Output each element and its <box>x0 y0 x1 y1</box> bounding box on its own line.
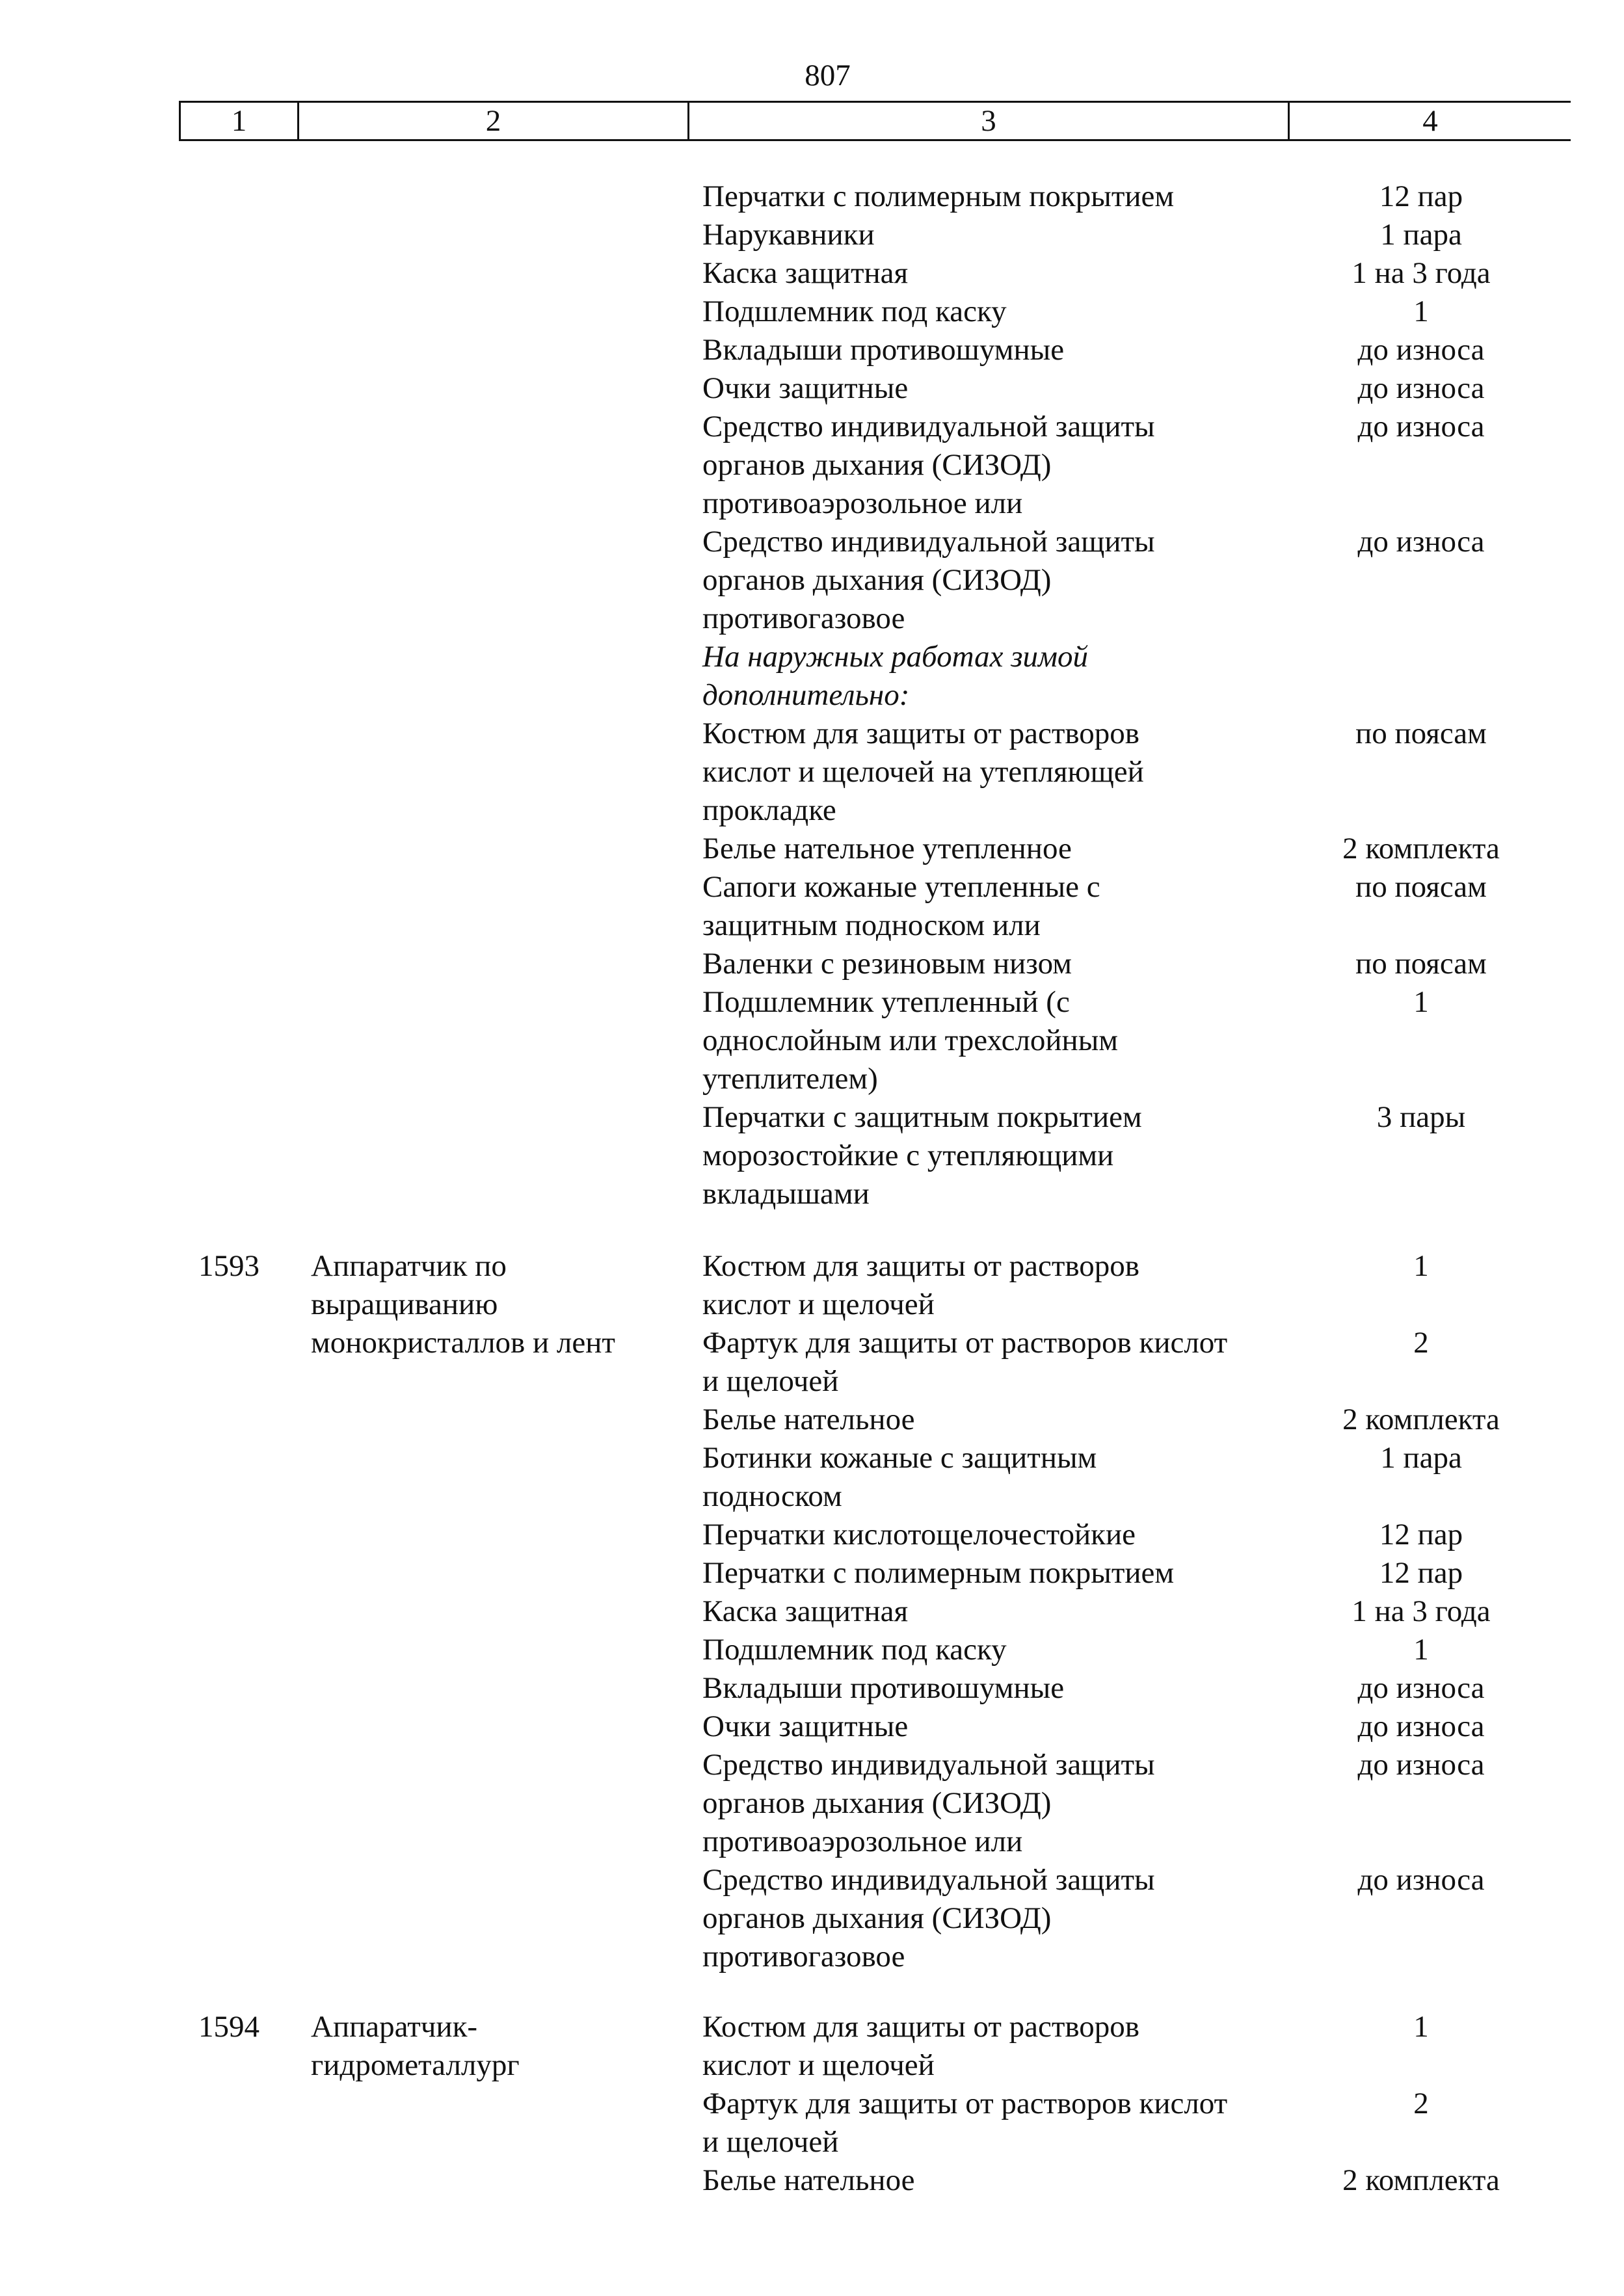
profession-line: монокристаллов и лент <box>311 1326 615 1360</box>
item-name-line: подноском <box>702 1479 842 1513</box>
list-item <box>702 2161 1567 2200</box>
item-name-line: кислот и щелочей <box>702 2048 935 2082</box>
profession-line: Аппаратчик по <box>311 1249 507 1283</box>
item-name-line: Белье нательное <box>702 2163 915 2197</box>
item-name-line: Подшлемник под каску <box>702 1633 1007 1667</box>
item-name-line: Средство индивидуальной защиты <box>702 1863 1155 1897</box>
item-name-line: Перчатки с полимерным покрытием <box>702 179 1175 213</box>
equipment-list <box>702 178 1567 1213</box>
item-quantity: 1 <box>1413 295 1429 328</box>
item-name-line: Перчатки с защитным покрытием <box>702 1100 1142 1134</box>
item-quantity: 1 пара <box>1380 1441 1462 1475</box>
item-name <box>702 1861 1288 1976</box>
list-item <box>702 715 1567 830</box>
item-name <box>702 1439 1288 1516</box>
item-quantity: до износа <box>1357 1863 1485 1897</box>
item-quantity: 12 пар <box>1379 1556 1463 1590</box>
item-name <box>702 331 1288 369</box>
item-name-line: и щелочей <box>702 1364 839 1398</box>
item-name-line: Перчатки с полимерным покрытием <box>702 1556 1175 1590</box>
item-name-line: органов дыхания (СИЗОД) <box>702 1901 1052 1935</box>
list-item <box>702 1439 1567 1516</box>
item-name-line: органов дыхания (СИЗОД) <box>702 563 1052 597</box>
item-quantity: 1 на 3 года <box>1351 256 1491 290</box>
item-name <box>702 1669 1288 1708</box>
item-quantity: до износа <box>1357 1709 1485 1743</box>
item-name-line: Белье нательное <box>702 1403 915 1436</box>
item-quantity: до износа <box>1357 333 1485 367</box>
item-name-line: Валенки с резиновым низом <box>702 947 1072 981</box>
item-name-line: Сапоги кожаные утепленные с <box>702 870 1100 904</box>
list-item <box>702 331 1567 369</box>
item-name-line: Подшлемник утепленный (с <box>702 985 1070 1019</box>
list-item <box>702 2085 1567 2161</box>
item-name-line: Подшлемник под каску <box>702 295 1007 328</box>
item-quantity: 2 комплекта <box>1342 2163 1500 2197</box>
item-name <box>702 1592 1288 1631</box>
list-item <box>702 1746 1567 1861</box>
item-name <box>702 1401 1288 1439</box>
list-item <box>702 868 1567 945</box>
header-col-1: 1 <box>179 103 299 139</box>
item-name <box>702 408 1288 523</box>
header-col-4: 4 <box>1422 104 1438 138</box>
item-name <box>702 2085 1288 2161</box>
item-name-line: Костюм для защиты от растворов <box>702 1249 1139 1283</box>
item-name <box>702 254 1288 293</box>
item-quantity: 12 пар <box>1379 1518 1463 1551</box>
list-item <box>702 254 1567 293</box>
item-name-line: однослойным или трехслойным <box>702 1023 1119 1057</box>
page-number: 807 <box>805 59 851 92</box>
item-name <box>702 1746 1288 1861</box>
item-quantity: до износа <box>1357 1748 1485 1782</box>
item-name <box>702 830 1288 868</box>
list-item <box>702 1554 1567 1592</box>
item-name-line: Средство индивидуальной защиты <box>702 525 1155 559</box>
list-item <box>702 1669 1567 1708</box>
list-item <box>702 1861 1567 1976</box>
list-item <box>702 1247 1567 1324</box>
item-name-line: прокладке <box>702 793 836 827</box>
item-name <box>702 945 1288 983</box>
row-number: 1593 <box>198 1249 260 1283</box>
item-name-line: дополнительно: <box>702 678 910 712</box>
list-item <box>702 1324 1567 1401</box>
item-name <box>702 868 1288 945</box>
profession-name <box>311 1247 675 1362</box>
equipment-list <box>702 1247 1567 1976</box>
item-name <box>702 1554 1288 1592</box>
item-name-line: На наружных работах зимой <box>702 640 1089 674</box>
item-name-line: вкладышами <box>702 1177 870 1211</box>
item-quantity: 1 на 3 года <box>1351 1594 1491 1628</box>
item-name <box>702 1631 1288 1669</box>
item-name <box>702 1324 1288 1401</box>
item-name-line: Костюм для защиты от растворов <box>702 717 1139 750</box>
item-name-line: Перчатки кислотощелочестойкие <box>702 1518 1136 1551</box>
profession-line: Аппаратчик- <box>311 2010 478 2044</box>
row-number: 1594 <box>198 2010 260 2044</box>
item-quantity: 3 пары <box>1376 1100 1466 1134</box>
item-name-line: противоаэрозольное или <box>702 486 1023 520</box>
list-item <box>702 1401 1567 1439</box>
item-name-line: Каска защитная <box>702 1594 909 1628</box>
list-item <box>702 293 1567 331</box>
list-item <box>702 1516 1567 1554</box>
item-quantity: 1 пара <box>1380 218 1462 252</box>
item-name-line: органов дыхания (СИЗОД) <box>702 1786 1052 1820</box>
item-name <box>702 1516 1288 1554</box>
item-quantity: 1 <box>1413 1633 1429 1667</box>
item-name-line: Вкладыши противошумные <box>702 1671 1065 1705</box>
item-name-line: Костюм для защиты от растворов <box>702 2010 1139 2044</box>
profession-name <box>311 2008 675 2085</box>
item-quantity: 12 пар <box>1379 179 1463 213</box>
item-name-line: Средство индивидуальной защиты <box>702 410 1155 443</box>
list-item <box>702 369 1567 408</box>
item-quantity: 2 комплекта <box>1342 832 1500 865</box>
header-col-2: 2 <box>299 103 689 139</box>
item-name <box>702 293 1288 331</box>
item-name-line: утеплителем) <box>702 1062 878 1096</box>
item-name <box>702 1708 1288 1746</box>
item-quantity: 2 комплекта <box>1342 1403 1500 1436</box>
item-name <box>702 523 1288 638</box>
item-quantity: по поясам <box>1355 870 1487 904</box>
list-item <box>702 945 1567 983</box>
item-name-line: органов дыхания (СИЗОД) <box>702 448 1052 482</box>
item-name-line: и щелочей <box>702 2125 839 2159</box>
item-name-line: Очки защитные <box>702 371 909 405</box>
item-name-line: Очки защитные <box>702 1709 909 1743</box>
item-name-line: защитным подноском или <box>702 908 1041 942</box>
list-item <box>702 1592 1567 1631</box>
item-name <box>702 2161 1288 2200</box>
item-quantity: 1 <box>1413 985 1429 1019</box>
header-col-3: 3 <box>689 103 1290 139</box>
list-item <box>702 638 1567 715</box>
item-name <box>702 178 1288 216</box>
list-item <box>702 1631 1567 1669</box>
list-item <box>702 983 1567 1098</box>
item-quantity: 2 <box>1413 1326 1429 1360</box>
item-name <box>702 715 1288 830</box>
item-quantity <box>1288 638 1554 715</box>
item-name-line: кислот и щелочей <box>702 1287 935 1321</box>
item-name-line: кислот и щелочей на утепляющей <box>702 755 1144 789</box>
list-item <box>702 2008 1567 2085</box>
item-name-line: Белье нательное утепленное <box>702 832 1072 865</box>
item-name <box>702 638 1288 715</box>
item-name <box>702 2008 1288 2085</box>
list-item <box>702 1098 1567 1213</box>
item-name-line: Средство индивидуальной защиты <box>702 1748 1155 1782</box>
item-name-line: Фартук для защиты от растворов кислот <box>702 2087 1228 2120</box>
item-name-line: Фартук для защиты от растворов кислот <box>702 1326 1228 1360</box>
item-quantity: 2 <box>1413 2087 1429 2120</box>
item-quantity: 1 <box>1413 1249 1429 1283</box>
list-item <box>702 830 1567 868</box>
list-item <box>702 523 1567 638</box>
item-name-line: Нарукавники <box>702 218 875 252</box>
item-quantity: до износа <box>1357 410 1485 443</box>
item-name <box>702 369 1288 408</box>
list-item <box>702 408 1567 523</box>
profession-line: гидрометаллург <box>311 2048 520 2082</box>
list-item <box>702 216 1567 254</box>
item-name <box>702 983 1288 1098</box>
item-name-line: Каска защитная <box>702 256 909 290</box>
list-item <box>702 1708 1567 1746</box>
item-name-line: морозостойкие с утепляющими <box>702 1139 1114 1172</box>
item-quantity: по поясам <box>1355 717 1487 750</box>
item-name-line: Ботинки кожаные с защитным <box>702 1441 1097 1475</box>
list-item <box>702 178 1567 216</box>
item-name-line: противогазовое <box>702 601 905 635</box>
equipment-list <box>702 2008 1567 2200</box>
item-quantity: по поясам <box>1355 947 1487 981</box>
profession-line: выращиванию <box>311 1287 498 1321</box>
item-quantity: до износа <box>1357 371 1485 405</box>
item-name <box>702 1098 1288 1213</box>
item-name <box>702 216 1288 254</box>
item-name-line: Вкладыши противошумные <box>702 333 1065 367</box>
item-quantity: до износа <box>1357 1671 1485 1705</box>
item-name-line: противогазовое <box>702 1940 905 1973</box>
item-quantity: 1 <box>1413 2010 1429 2044</box>
item-name-line: противоаэрозольное или <box>702 1825 1023 1858</box>
item-quantity: до износа <box>1357 525 1485 559</box>
item-name <box>702 1247 1288 1324</box>
